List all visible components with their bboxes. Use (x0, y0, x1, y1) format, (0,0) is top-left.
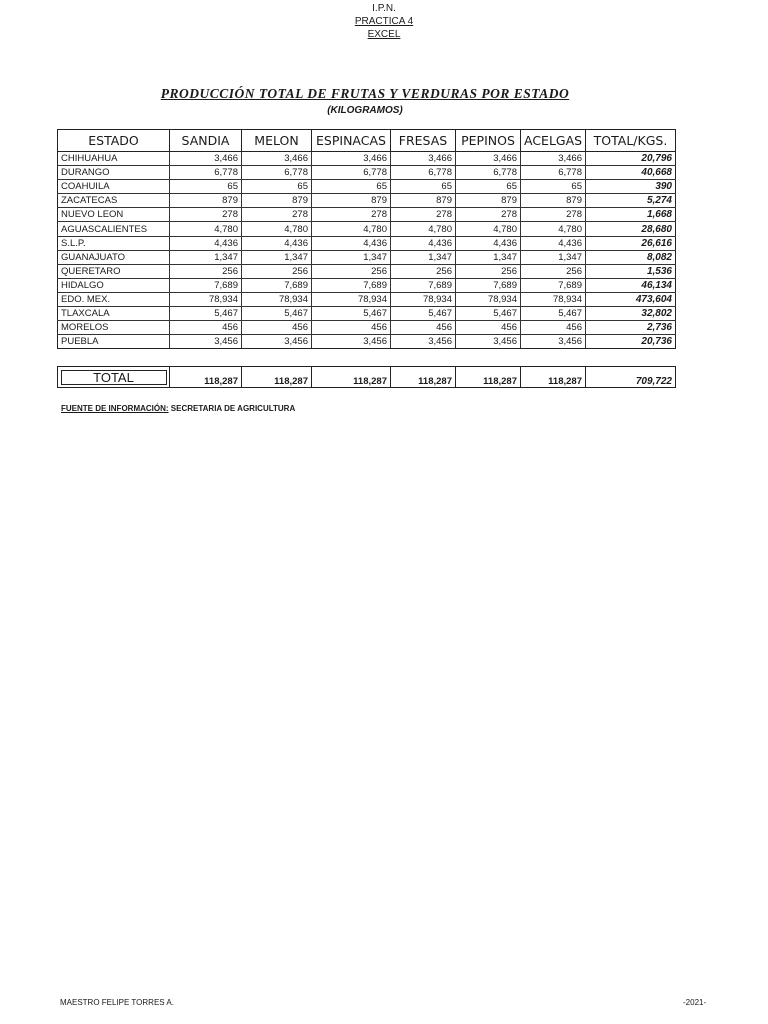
value-cell: 5,467 (242, 307, 312, 321)
value-cell: 3,456 (170, 335, 242, 349)
value-cell: 3,466 (391, 152, 456, 166)
value-cell: 7,689 (242, 278, 312, 292)
value-cell: 78,934 (242, 292, 312, 306)
value-cell: 65 (170, 180, 242, 194)
value-cell: 456 (521, 321, 586, 335)
value-cell: 879 (456, 194, 521, 208)
grand-total: 709,722 (586, 367, 676, 388)
value-cell: 78,934 (521, 292, 586, 306)
value-cell: 78,934 (312, 292, 391, 306)
value-cell: 7,689 (456, 278, 521, 292)
row-total-cell: 40,668 (586, 166, 676, 180)
value-cell: 456 (242, 321, 312, 335)
value-cell: 1,347 (521, 250, 586, 264)
value-cell: 256 (521, 264, 586, 278)
row-total-cell: 32,802 (586, 307, 676, 321)
state-cell: ZACATECAS (58, 194, 170, 208)
totals-table (57, 366, 676, 388)
value-cell: 65 (456, 180, 521, 194)
value-cell: 278 (456, 208, 521, 222)
value-cell: 5,467 (170, 307, 242, 321)
value-cell: 4,780 (242, 222, 312, 236)
row-total-cell: 8,082 (586, 250, 676, 264)
document-header (0, 2, 768, 41)
value-cell: 6,778 (521, 166, 586, 180)
value-cell: 78,934 (391, 292, 456, 306)
value-cell: 5,467 (312, 307, 391, 321)
footer-author: MAESTRO FELIPE TORRES A. (60, 998, 174, 1007)
column-header: ACELGAS (521, 130, 586, 152)
value-cell: 78,934 (170, 292, 242, 306)
value-cell: 3,466 (456, 152, 521, 166)
value-cell: 4,780 (456, 222, 521, 236)
value-cell: 879 (312, 194, 391, 208)
source-note (61, 404, 295, 413)
value-cell: 278 (242, 208, 312, 222)
row-total-cell: 5,274 (586, 194, 676, 208)
value-cell: 3,466 (312, 152, 391, 166)
table-row (58, 278, 676, 292)
value-cell: 4,780 (312, 222, 391, 236)
value-cell: 1,347 (170, 250, 242, 264)
value-cell: 3,456 (312, 335, 391, 349)
footer-year: -2021- (683, 998, 707, 1007)
document-title: PRODUCCIÓN TOTAL DE FRUTAS Y VERDURAS POR ESTADO (160, 86, 570, 101)
row-total-cell: 20,796 (586, 152, 676, 166)
value-cell: 879 (242, 194, 312, 208)
value-cell: 256 (170, 264, 242, 278)
table-row (58, 166, 676, 180)
practice-label: PRACTICA 4 (354, 16, 414, 27)
value-cell: 278 (521, 208, 586, 222)
column-total: 118,287 (456, 367, 521, 388)
value-cell: 7,689 (391, 278, 456, 292)
state-cell: NUEVO LEON (58, 208, 170, 222)
value-cell: 456 (170, 321, 242, 335)
state-cell: CHIHUAHUA (58, 152, 170, 166)
state-cell: GUANAJUATO (58, 250, 170, 264)
value-cell: 4,780 (170, 222, 242, 236)
state-cell: TLAXCALA (58, 307, 170, 321)
value-cell: 3,466 (521, 152, 586, 166)
value-cell: 65 (312, 180, 391, 194)
value-cell: 5,467 (391, 307, 456, 321)
value-cell: 456 (312, 321, 391, 335)
table-row (58, 180, 676, 194)
value-cell: 278 (391, 208, 456, 222)
value-cell: 456 (391, 321, 456, 335)
state-cell: PUEBLA (58, 335, 170, 349)
value-cell: 3,456 (242, 335, 312, 349)
value-cell: 879 (521, 194, 586, 208)
row-total-cell: 26,616 (586, 236, 676, 250)
column-total: 118,287 (242, 367, 312, 388)
value-cell: 65 (242, 180, 312, 194)
value-cell: 1,347 (456, 250, 521, 264)
value-cell: 3,456 (391, 335, 456, 349)
table-row (58, 208, 676, 222)
column-header: ESPINACAS (312, 130, 391, 152)
row-total-cell: 20,736 (586, 335, 676, 349)
value-cell: 6,778 (391, 166, 456, 180)
column-total: 118,287 (391, 367, 456, 388)
value-cell: 3,456 (521, 335, 586, 349)
value-cell: 1,347 (391, 250, 456, 264)
value-cell: 256 (312, 264, 391, 278)
value-cell: 7,689 (312, 278, 391, 292)
value-cell: 879 (391, 194, 456, 208)
state-cell: S.L.P. (58, 236, 170, 250)
value-cell: 6,778 (170, 166, 242, 180)
table-row (58, 321, 676, 335)
value-cell: 3,466 (170, 152, 242, 166)
table-row (58, 307, 676, 321)
state-cell: DURANGO (58, 166, 170, 180)
value-cell: 4,436 (391, 236, 456, 250)
value-cell: 456 (456, 321, 521, 335)
row-total-cell: 1,536 (586, 264, 676, 278)
value-cell: 4,436 (521, 236, 586, 250)
value-cell: 65 (521, 180, 586, 194)
value-cell: 256 (242, 264, 312, 278)
value-cell: 5,467 (521, 307, 586, 321)
row-total-cell: 46,134 (586, 278, 676, 292)
state-cell: QUERETARO (58, 264, 170, 278)
column-header: FRESAS (391, 130, 456, 152)
table-row (58, 222, 676, 236)
state-cell: EDO. MEX. (58, 292, 170, 306)
table-row (58, 236, 676, 250)
column-header: SANDIA (170, 130, 242, 152)
state-cell: COAHUILA (58, 180, 170, 194)
value-cell: 4,436 (242, 236, 312, 250)
state-cell: HIDALGO (58, 278, 170, 292)
state-cell: AGUASCALIENTES (58, 222, 170, 236)
table-row (58, 292, 676, 306)
value-cell: 5,467 (456, 307, 521, 321)
value-cell: 4,436 (456, 236, 521, 250)
column-total: 118,287 (170, 367, 242, 388)
institution-label: I.P.N. (372, 3, 396, 14)
value-cell: 4,780 (521, 222, 586, 236)
value-cell: 256 (456, 264, 521, 278)
value-cell: 278 (170, 208, 242, 222)
table-header-row (58, 130, 676, 152)
table-row (58, 194, 676, 208)
source-label: FUENTE DE INFORMACIÓN: (61, 404, 169, 413)
value-cell: 6,778 (312, 166, 391, 180)
source-value: SECRETARIA DE AGRICULTURA (168, 404, 296, 413)
row-total-cell: 1,668 (586, 208, 676, 222)
value-cell: 65 (391, 180, 456, 194)
value-cell: 879 (170, 194, 242, 208)
row-total-cell: 473,604 (586, 292, 676, 306)
value-cell: 7,689 (521, 278, 586, 292)
value-cell: 6,778 (242, 166, 312, 180)
column-total: 118,287 (312, 367, 391, 388)
column-total: 118,287 (521, 367, 586, 388)
production-table (57, 129, 676, 349)
value-cell: 6,778 (456, 166, 521, 180)
value-cell: 1,347 (312, 250, 391, 264)
row-total-cell: 2,736 (586, 321, 676, 335)
column-header: MELON (242, 130, 312, 152)
value-cell: 256 (391, 264, 456, 278)
value-cell: 278 (312, 208, 391, 222)
column-header: ESTADO (58, 130, 170, 152)
state-cell: MORELOS (58, 321, 170, 335)
value-cell: 3,456 (456, 335, 521, 349)
value-cell: 4,436 (170, 236, 242, 250)
value-cell: 4,780 (391, 222, 456, 236)
document-subtitle: (KILOGRAMOS) (327, 105, 403, 116)
column-header: PEPINOS (456, 130, 521, 152)
value-cell: 4,436 (312, 236, 391, 250)
subject-label: EXCEL (367, 29, 401, 40)
value-cell: 7,689 (170, 278, 242, 292)
row-total-cell: 28,680 (586, 222, 676, 236)
value-cell: 78,934 (456, 292, 521, 306)
totals-row (58, 367, 676, 388)
value-cell: 3,466 (242, 152, 312, 166)
value-cell: 1,347 (242, 250, 312, 264)
row-total-cell: 390 (586, 180, 676, 194)
table-row (58, 152, 676, 166)
column-header: TOTAL/KGS. (586, 130, 676, 152)
table-row (58, 335, 676, 349)
totals-label: TOTAL (58, 367, 170, 388)
table-row (58, 264, 676, 278)
table-row (58, 250, 676, 264)
